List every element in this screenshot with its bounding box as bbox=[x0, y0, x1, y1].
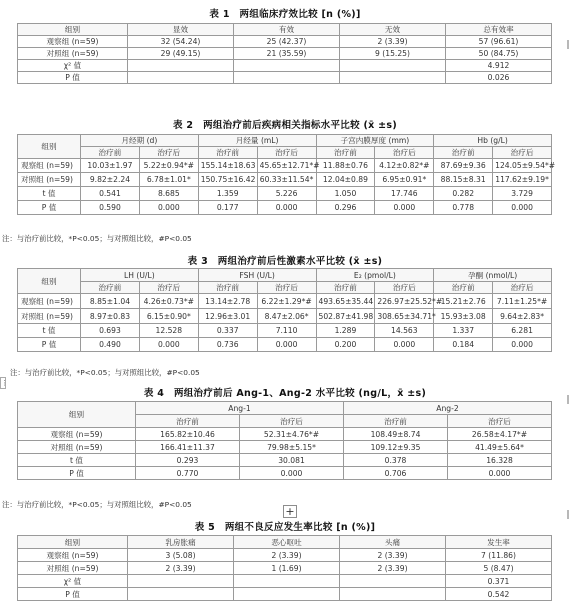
table-cell: 观察组 (n=59) bbox=[18, 428, 136, 441]
table-cell: 1.050 bbox=[316, 187, 375, 201]
table-1-caption: 表 1 两组临床疗效比较 [n (%)] bbox=[209, 9, 361, 20]
table-cell: 对照组 (n=59) bbox=[18, 562, 128, 575]
table-cell: 12.96±3.01 bbox=[198, 309, 257, 324]
table-4-caption: 表 4 两组治疗前后 Ang-1、Ang-2 水平比较 (ng/L，x̄ ±s) bbox=[143, 388, 427, 399]
table-cell: 8.47±2.06* bbox=[257, 309, 316, 324]
table-cell: χ² 值 bbox=[18, 575, 128, 588]
table-3-caption: 表 3 两组治疗前后性激素水平比较 (x̄ ±s) bbox=[187, 256, 383, 267]
table-cell: 0.693 bbox=[81, 324, 140, 338]
table-row bbox=[18, 562, 552, 575]
table-5-header: 乳房胀痛 bbox=[128, 536, 234, 549]
table-cell: t 值 bbox=[18, 187, 81, 201]
table-cell: 0.378 bbox=[344, 454, 448, 467]
table-2-group-header: 子宫内膜厚度 (mm) bbox=[316, 135, 434, 147]
table-cell bbox=[234, 575, 340, 588]
table-cell: 0.177 bbox=[198, 201, 257, 215]
table-cell: t 值 bbox=[18, 454, 136, 467]
table-cell: 1 (1.69) bbox=[234, 562, 340, 575]
table-cell: 0.590 bbox=[81, 201, 140, 215]
table-cell bbox=[128, 60, 234, 72]
table-cell: 对照组 (n=59) bbox=[18, 309, 81, 324]
table-cell: 5.226 bbox=[257, 187, 316, 201]
table-cell: 17.746 bbox=[375, 187, 434, 201]
table-row bbox=[18, 187, 552, 201]
table-cell: 0.000 bbox=[493, 201, 552, 215]
table-cell bbox=[340, 72, 446, 84]
table-cell: 1.337 bbox=[434, 324, 493, 338]
table-2-label-header: 组别 bbox=[18, 135, 81, 159]
table-cell: 观察组 (n=59) bbox=[18, 36, 128, 48]
table-cell: 0.000 bbox=[375, 338, 434, 352]
table-cell: 30.081 bbox=[240, 454, 344, 467]
table-cell: 45.65±12.71*# bbox=[257, 159, 316, 173]
table-cell: 0.000 bbox=[257, 338, 316, 352]
table-cell: 观察组 (n=59) bbox=[18, 294, 81, 309]
table-cell: 13.14±2.78 bbox=[198, 294, 257, 309]
table-2-sub-header: 治疗后 bbox=[257, 147, 316, 159]
table-cell: 对照组 (n=59) bbox=[18, 173, 81, 187]
drag-handle-icon[interactable]: ⋮ bbox=[1, 379, 8, 387]
table-row bbox=[18, 309, 552, 324]
table-5-header: 发生率 bbox=[446, 536, 552, 549]
table-cell: 26.58±4.17*# bbox=[448, 428, 552, 441]
table-2-sub-header: 治疗后 bbox=[493, 147, 552, 159]
table-row bbox=[18, 159, 552, 173]
table-cell: 29 (49.15) bbox=[128, 48, 234, 60]
table-cell: 9.82±2.24 bbox=[81, 173, 140, 187]
table-cell: 2 (3.39) bbox=[340, 36, 446, 48]
table-1-header: 显效 bbox=[128, 24, 234, 36]
table-cell: 150.75±16.42 bbox=[198, 173, 257, 187]
table-cell: χ² 值 bbox=[18, 60, 128, 72]
table-5-header: 组别 bbox=[18, 536, 128, 549]
table-row bbox=[18, 454, 552, 467]
table-cell: 16.328 bbox=[448, 454, 552, 467]
table-row bbox=[18, 173, 552, 187]
table-cell bbox=[340, 60, 446, 72]
table-cell: 41.49±5.64* bbox=[448, 441, 552, 454]
table-cell: 2 (3.39) bbox=[340, 549, 446, 562]
table-cell: 10.03±1.97 bbox=[81, 159, 140, 173]
table-row bbox=[18, 428, 552, 441]
table-2-sub-header: 治疗后 bbox=[375, 147, 434, 159]
table-cell: 9 (15.25) bbox=[340, 48, 446, 60]
table-row bbox=[18, 294, 552, 309]
table-cell: 2 (3.39) bbox=[128, 562, 234, 575]
table-cell bbox=[128, 575, 234, 588]
table-cell: 57 (96.61) bbox=[446, 36, 552, 48]
table-cell bbox=[128, 72, 234, 84]
table-row bbox=[18, 60, 552, 72]
table-2-sub-header: 治疗前 bbox=[198, 147, 257, 159]
table-cell: 0.000 bbox=[448, 467, 552, 480]
table-cell: 155.14±18.63 bbox=[198, 159, 257, 173]
table-2-group-header: 月经期 (d) bbox=[81, 135, 199, 147]
table-3-sub-header: 治疗前 bbox=[198, 282, 257, 294]
table-cell: 0.293 bbox=[136, 454, 240, 467]
table-cell: 12.528 bbox=[139, 324, 198, 338]
table-3-note: 注：与治疗前比较，*P<0.05；与对照组比较，#P<0.05 bbox=[10, 368, 200, 377]
table-2-caption: 表 2 两组治疗前后疾病相关指标水平比较 (x̄ ±s) bbox=[172, 120, 398, 131]
table-cell: 8.97±0.83 bbox=[81, 309, 140, 324]
table-cell: 4.912 bbox=[446, 60, 552, 72]
table-cell: 166.41±11.37 bbox=[136, 441, 240, 454]
table-cell: 3 (5.08) bbox=[128, 549, 234, 562]
table-cell: 0.736 bbox=[198, 338, 257, 352]
table-cell bbox=[234, 72, 340, 84]
table-cell: 79.98±5.15* bbox=[240, 441, 344, 454]
table-row bbox=[18, 588, 552, 601]
table-cell: 对照组 (n=59) bbox=[18, 48, 128, 60]
table-3-group-header: FSH (U/L) bbox=[198, 269, 316, 282]
table-3-sub-header: 治疗后 bbox=[493, 282, 552, 294]
table-cell: 11.88±0.76 bbox=[316, 159, 375, 173]
table-cell: 308.65±34.71* bbox=[375, 309, 434, 324]
table-3-group-header: 孕酮 (nmol/L) bbox=[434, 269, 552, 282]
table-cell: 88.15±8.31 bbox=[434, 173, 493, 187]
table-4-group-header: Ang-1 bbox=[136, 402, 344, 415]
table-row bbox=[18, 575, 552, 588]
table-2-sub-header: 治疗前 bbox=[81, 147, 140, 159]
table-cell: 21 (35.59) bbox=[234, 48, 340, 60]
table-row bbox=[18, 338, 552, 352]
table-cell: 0.490 bbox=[81, 338, 140, 352]
table-5 bbox=[17, 535, 552, 601]
table-4-group-header: Ang-2 bbox=[344, 402, 552, 415]
scroll-marker bbox=[567, 395, 569, 404]
table-3-group-header: E₂ (pmol/L) bbox=[316, 269, 434, 282]
table-1-header: 总有效率 bbox=[446, 24, 552, 36]
table-cell bbox=[234, 60, 340, 72]
table-cell: 0.000 bbox=[375, 201, 434, 215]
table-cell: 0.337 bbox=[198, 324, 257, 338]
table-3-sub-header: 治疗前 bbox=[316, 282, 375, 294]
table-cell: 0.371 bbox=[446, 575, 552, 588]
table-cell: 对照组 (n=59) bbox=[18, 441, 136, 454]
table-3-label-header: 组别 bbox=[18, 269, 81, 294]
table-cell: 0.778 bbox=[434, 201, 493, 215]
table-cell: 0.541 bbox=[81, 187, 140, 201]
table-cell: 8.85±1.04 bbox=[81, 294, 140, 309]
table-3-sub-header: 治疗前 bbox=[434, 282, 493, 294]
table-cell: 0.282 bbox=[434, 187, 493, 201]
table-3 bbox=[17, 268, 552, 352]
table-cell: 493.65±35.44 bbox=[316, 294, 375, 309]
table-cell: 124.05±9.54*# bbox=[493, 159, 552, 173]
table-cell: 0.200 bbox=[316, 338, 375, 352]
table-cell: 1.289 bbox=[316, 324, 375, 338]
table-cell bbox=[128, 588, 234, 601]
table-cell: 0.000 bbox=[139, 201, 198, 215]
table-cell: 0.000 bbox=[240, 467, 344, 480]
table-4 bbox=[17, 401, 552, 480]
table-cell: P 值 bbox=[18, 338, 81, 352]
add-row-button[interactable]: + bbox=[283, 505, 297, 518]
table-2-sub-header: 治疗前 bbox=[434, 147, 493, 159]
table-cell: 0.770 bbox=[136, 467, 240, 480]
table-cell: 502.87±41.98 bbox=[316, 309, 375, 324]
table-cell: 6.95±0.91* bbox=[375, 173, 434, 187]
table-3-group-header: LH (U/L) bbox=[81, 269, 199, 282]
table-row bbox=[18, 201, 552, 215]
table-cell bbox=[234, 588, 340, 601]
table-cell bbox=[340, 575, 446, 588]
table-row bbox=[18, 72, 552, 84]
table-cell: 12.04±0.89 bbox=[316, 173, 375, 187]
table-cell: 52.31±4.76*# bbox=[240, 428, 344, 441]
table-cell: 7.110 bbox=[257, 324, 316, 338]
table-cell: 50 (84.75) bbox=[446, 48, 552, 60]
table-cell: 2 (3.39) bbox=[340, 562, 446, 575]
table-cell: 87.69±9.36 bbox=[434, 159, 493, 173]
table-3-sub-header: 治疗前 bbox=[81, 282, 140, 294]
table-cell: 0.000 bbox=[257, 201, 316, 215]
table-cell: 3.729 bbox=[493, 187, 552, 201]
table-2-sub-header: 治疗前 bbox=[316, 147, 375, 159]
table-3-sub-header: 治疗后 bbox=[375, 282, 434, 294]
table-cell: 0.706 bbox=[344, 467, 448, 480]
table-cell: 7.11±1.25*# bbox=[493, 294, 552, 309]
table-3-sub-header: 治疗后 bbox=[257, 282, 316, 294]
table-1 bbox=[17, 23, 552, 84]
table-5-caption: 表 5 两组不良反应发生率比较 [n (%)] bbox=[194, 522, 376, 533]
table-cell: P 值 bbox=[18, 588, 128, 601]
table-cell: 32 (54.24) bbox=[128, 36, 234, 48]
table-cell: 7 (11.86) bbox=[446, 549, 552, 562]
table-2-sub-header: 治疗后 bbox=[139, 147, 198, 159]
table-2 bbox=[17, 134, 556, 215]
table-cell: 0.542 bbox=[446, 588, 552, 601]
table-cell: 25 (42.37) bbox=[234, 36, 340, 48]
table-row bbox=[18, 48, 552, 60]
table-cell: 0.000 bbox=[493, 338, 552, 352]
table-2-note: 注：与治疗前比较，*P<0.05；与对照组比较，#P<0.05 bbox=[2, 234, 192, 243]
table-cell bbox=[340, 588, 446, 601]
table-row bbox=[18, 324, 552, 338]
table-4-sub-header: 治疗前 bbox=[344, 415, 448, 428]
table-cell: 0.026 bbox=[446, 72, 552, 84]
table-1-header: 有效 bbox=[234, 24, 340, 36]
table-2-group-header: Hb (g/L) bbox=[434, 135, 552, 147]
table-cell: 观察组 (n=59) bbox=[18, 159, 81, 173]
table-cell: P 值 bbox=[18, 72, 128, 84]
table-cell: 15.21±2.76 bbox=[434, 294, 493, 309]
table-cell: 226.97±25.52*# bbox=[375, 294, 434, 309]
table-row bbox=[18, 441, 552, 454]
table-cell: 5.22±0.94*# bbox=[139, 159, 198, 173]
table-row bbox=[18, 549, 552, 562]
table-5-header: 恶心呕吐 bbox=[234, 536, 340, 549]
table-cell: 5 (8.47) bbox=[446, 562, 552, 575]
table-cell: 0.184 bbox=[434, 338, 493, 352]
table-cell: 15.93±3.08 bbox=[434, 309, 493, 324]
table-3-sub-header: 治疗后 bbox=[139, 282, 198, 294]
table-cell: 14.563 bbox=[375, 324, 434, 338]
table-cell: 117.62±9.19* bbox=[493, 173, 552, 187]
table-4-note: 注：与治疗前比较，*P<0.05；与对照组比较，#P<0.05 bbox=[2, 500, 192, 509]
table-4-sub-header: 治疗后 bbox=[448, 415, 552, 428]
table-4-label-header: 组别 bbox=[18, 402, 136, 428]
table-cell: P 值 bbox=[18, 201, 81, 215]
table-cell: 4.26±0.73*# bbox=[139, 294, 198, 309]
table-cell: 6.15±0.90* bbox=[139, 309, 198, 324]
table-cell: 109.12±9.35 bbox=[344, 441, 448, 454]
table-row bbox=[18, 36, 552, 48]
table-row bbox=[18, 467, 552, 480]
table-cell: t 值 bbox=[18, 324, 81, 338]
table-cell: 2 (3.39) bbox=[234, 549, 340, 562]
table-cell: 0.000 bbox=[139, 338, 198, 352]
table-cell: 108.49±8.74 bbox=[344, 428, 448, 441]
table-cell: 6.78±1.01* bbox=[139, 173, 198, 187]
table-cell: 60.33±11.54* bbox=[257, 173, 316, 187]
scroll-marker bbox=[567, 510, 569, 519]
table-1-header: 组别 bbox=[18, 24, 128, 36]
table-2-group-header: 月经量 (mL) bbox=[198, 135, 316, 147]
scroll-marker bbox=[567, 40, 569, 49]
table-cell: 6.22±1.29*# bbox=[257, 294, 316, 309]
table-cell: 8.685 bbox=[139, 187, 198, 201]
table-cell: 1.359 bbox=[198, 187, 257, 201]
table-5-header: 头痛 bbox=[340, 536, 446, 549]
table-cell: 0.296 bbox=[316, 201, 375, 215]
table-cell: 9.64±2.83* bbox=[493, 309, 552, 324]
table-cell: 165.82±10.46 bbox=[136, 428, 240, 441]
table-4-sub-header: 治疗前 bbox=[136, 415, 240, 428]
table-1-header: 无效 bbox=[340, 24, 446, 36]
table-cell: P 值 bbox=[18, 467, 136, 480]
table-cell: 6.281 bbox=[493, 324, 552, 338]
table-4-sub-header: 治疗后 bbox=[240, 415, 344, 428]
table-cell: 4.12±0.82*# bbox=[375, 159, 434, 173]
table-cell: 观察组 (n=59) bbox=[18, 549, 128, 562]
